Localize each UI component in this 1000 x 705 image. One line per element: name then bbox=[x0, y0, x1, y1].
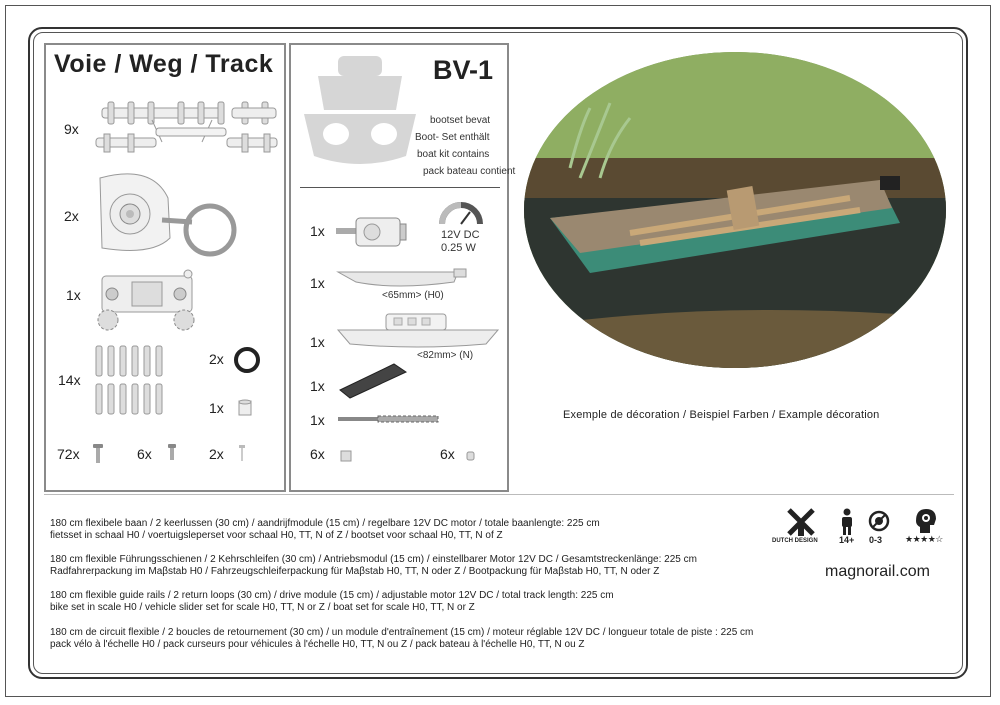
desc-nl-line1: 180 cm flexibele baan / 2 keerlussen (30 cm) / aandrijfmodule (15 cm) / regelbare 12V DC motor / totale baanlengte: 225 cm bbox=[50, 518, 600, 529]
boat-photo bbox=[520, 48, 950, 372]
screw-icon bbox=[92, 443, 104, 465]
item-qty: 1x bbox=[66, 287, 81, 303]
desc-en-line2: bike set in scale H0 / vehicle slider set for scale H0, TT, N or Z / boat set for scale H0, TT, N or Z bbox=[50, 602, 475, 613]
desc-nl-line2: fietsset in schaal H0 / voertuigsleperset voor schaal H0, TT, N of Z / bootset voor schaal H0, TT, N of Z bbox=[50, 530, 503, 541]
item-qty: 2x bbox=[209, 351, 224, 367]
boat-divider bbox=[300, 187, 500, 188]
hull-large-size: <82mm> (N) bbox=[417, 350, 474, 361]
desc-de-line1: 180 cm flexible Führungsschienen / 2 Kehrschleifen (30 cm) / Antriebsmodul (15 cm) / einstellbarer Motor 12V DC / Gesamtstreckenlänge: 225 cm bbox=[50, 554, 697, 565]
drill-bit-icon bbox=[338, 414, 442, 424]
desc-fr-line1: 180 cm de circuit flexible / 2 boucles de retournement (30 cm) / un module d'entraînement (15 cm) / moteur réglable 12V DC / longueur totale de piste : 225 cm bbox=[50, 627, 754, 638]
motor-voltage: 12V DC bbox=[441, 229, 480, 241]
bushing-icon bbox=[236, 398, 254, 418]
contains-de: Boot- Set enthält bbox=[415, 132, 490, 143]
item-qty: 1x bbox=[310, 334, 325, 350]
desc-de-line2: Radfahrerpackung im Maβstab H0 / Fahrzeugschleiferpackung für Maβstab H0, TT, N oder Z / Bootpackung für Maβstab H0, TT, N oder Z bbox=[50, 566, 660, 577]
item-qty: 1x bbox=[209, 400, 224, 416]
item-qty: 14x bbox=[58, 372, 81, 388]
item-qty: 2x bbox=[209, 446, 224, 462]
rating-stars: ★★★★☆ bbox=[905, 534, 943, 544]
drive-module-icon bbox=[92, 268, 202, 334]
item-qty: 1x bbox=[310, 223, 325, 239]
track-joiner-icon bbox=[92, 98, 282, 156]
desc-fr-line2: pack vélo à l'échelle H0 / pack curseurs pour véhicules à l'échelle H0, TT, N ou Z / pack bateau à l'échelle H0, TT, N ou Z bbox=[50, 639, 585, 650]
item-qty: 6x bbox=[310, 446, 325, 462]
contains-nl: bootset bevat bbox=[430, 115, 491, 126]
photo-caption: Exemple de décoration / Beispiel Farben / Example décoration bbox=[563, 409, 880, 421]
difficulty-label: 0-3 bbox=[869, 535, 883, 545]
screw-icon bbox=[166, 443, 178, 463]
item-qty: 1x bbox=[310, 378, 325, 394]
track-panel-title: Voie / Weg / Track bbox=[54, 50, 274, 78]
item-qty: 1x bbox=[310, 412, 325, 428]
item-qty: 6x bbox=[440, 446, 455, 462]
contains-en: boat kit contains bbox=[417, 149, 490, 160]
turntable-loop-icon bbox=[92, 168, 242, 263]
head-gear-icon bbox=[912, 507, 938, 535]
item-qty: 1x bbox=[310, 275, 325, 291]
motor-power: 0.25 W bbox=[441, 242, 476, 254]
block-icon bbox=[339, 449, 353, 463]
pin-icon bbox=[237, 444, 247, 464]
website-label[interactable]: magnorail.com bbox=[825, 563, 930, 580]
o-ring-icon bbox=[232, 345, 262, 375]
person-icon bbox=[838, 508, 856, 536]
hull-large-icon bbox=[336, 310, 502, 350]
item-qty: 2x bbox=[64, 208, 79, 224]
boat-panel-title: BV-1 bbox=[433, 55, 494, 85]
desc-en-line1: 180 cm flexible guide rails / 2 return loops (30 cm) / drive module (15 cm) / adjustable motor 12V DC / total track length: 225 cm bbox=[50, 590, 614, 601]
windmill-icon bbox=[786, 507, 816, 537]
boat-icon bbox=[300, 52, 422, 170]
cap-icon bbox=[466, 450, 476, 462]
motor-icon bbox=[336, 210, 416, 252]
contains-fr: pack bateau contient bbox=[423, 166, 516, 177]
sponge-icon bbox=[334, 360, 410, 400]
item-qty: 9x bbox=[64, 121, 79, 137]
hull-small-size: <65mm> (H0) bbox=[382, 290, 444, 301]
track-pins-icon bbox=[92, 344, 164, 418]
difficulty-icon bbox=[867, 509, 891, 533]
item-qty: 6x bbox=[137, 446, 152, 462]
power-gauge-icon bbox=[438, 200, 484, 226]
section-divider bbox=[44, 494, 954, 495]
age-label: 14+ bbox=[839, 535, 855, 545]
item-qty: 72x bbox=[57, 446, 80, 462]
hull-small-icon bbox=[336, 268, 471, 290]
dutch-design-label: DUTCH DESIGN bbox=[772, 538, 818, 544]
